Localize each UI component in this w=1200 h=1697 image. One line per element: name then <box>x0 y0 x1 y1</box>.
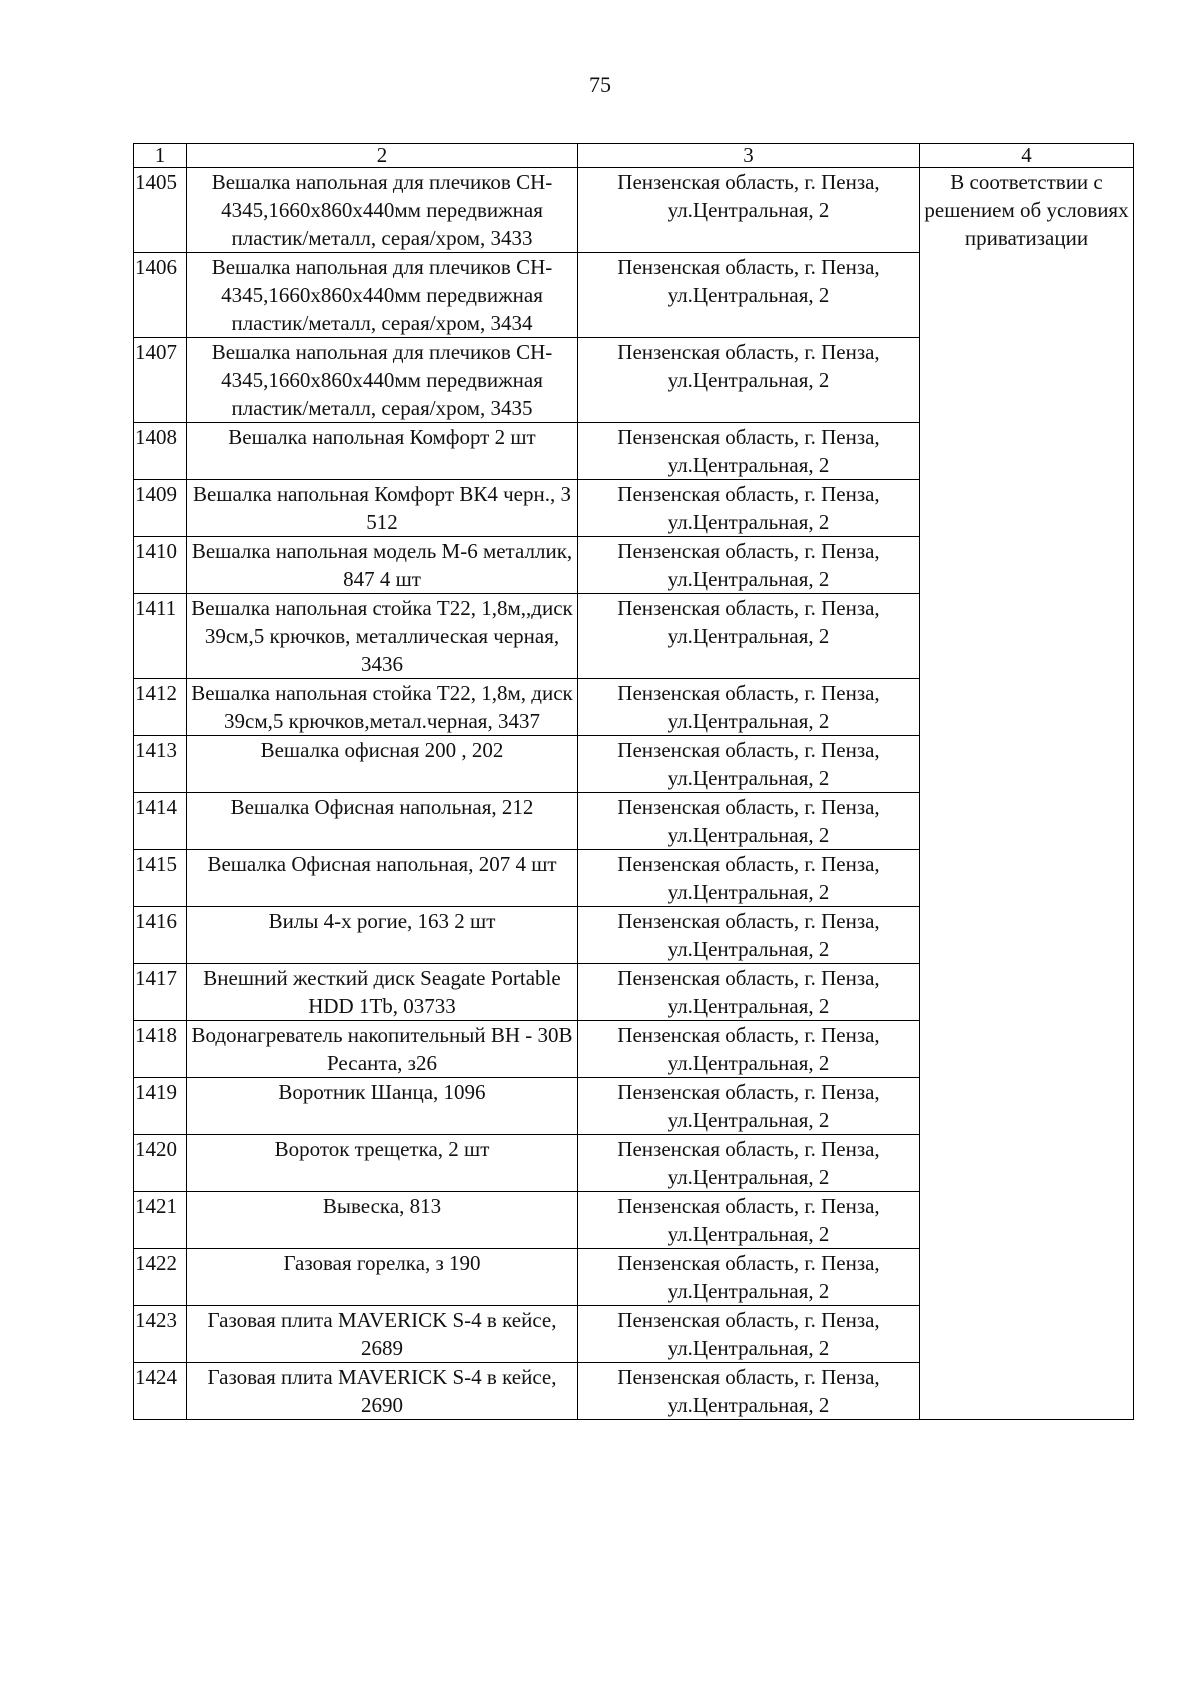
item-name: Воротник Шанца, 1096 <box>187 1078 578 1135</box>
row-number: 1414 <box>134 793 187 850</box>
row-number: 1417 <box>134 964 187 1021</box>
item-location: Пензенская область, г. Пенза, ул.Центральная, 2 <box>578 793 920 850</box>
row-number: 1423 <box>134 1306 187 1363</box>
header-cell-1: 1 <box>134 144 187 168</box>
row-number: 1415 <box>134 850 187 907</box>
item-name: Вешалка напольная стойка Т22, 1,8м, диск 39см,5 крючков,метал.черная, 3437 <box>187 679 578 736</box>
header-cell-3: 3 <box>578 144 920 168</box>
table-body <box>134 144 1134 1420</box>
item-location: Пензенская область, г. Пенза, ул.Центральная, 2 <box>578 907 920 964</box>
item-location: Пензенская область, г. Пенза, ул.Центральная, 2 <box>578 338 920 423</box>
row-number: 1411 <box>134 594 187 679</box>
item-name: Вороток трещетка, 2 шт <box>187 1135 578 1192</box>
item-location: Пензенская область, г. Пенза, ул.Центральная, 2 <box>578 1192 920 1249</box>
item-name: Вешалка напольная для плечиков CH-4345,1660x860x440мм передвижная пластик/металл, серая/хром, 3435 <box>187 338 578 423</box>
row-number: 1412 <box>134 679 187 736</box>
item-location: Пензенская область, г. Пенза, ул.Центральная, 2 <box>578 537 920 594</box>
item-location: Пензенская область, г. Пенза, ул.Центральная, 2 <box>578 1078 920 1135</box>
row-number: 1420 <box>134 1135 187 1192</box>
item-location: Пензенская область, г. Пенза, ул.Центральная, 2 <box>578 736 920 793</box>
row-number: 1419 <box>134 1078 187 1135</box>
row-number: 1413 <box>134 736 187 793</box>
item-name: Вешалка напольная для плечиков CH-4345,1660x860x440мм передвижная пластик/металл, серая/хром, 3433 <box>187 168 578 253</box>
row-number: 1416 <box>134 907 187 964</box>
privatization-condition: В соответствии с решением об условиях приватизации <box>920 168 1134 1420</box>
header-cell-4: 4 <box>920 144 1134 168</box>
row-number: 1409 <box>134 480 187 537</box>
item-name: Вешалка напольная Комфорт 2 шт <box>187 423 578 480</box>
item-location: Пензенская область, г. Пенза, ул.Центральная, 2 <box>578 1363 920 1420</box>
row-number: 1410 <box>134 537 187 594</box>
item-name: Внешний жесткий диск Seagate Portable HDD 1Tb, 03733 <box>187 964 578 1021</box>
row-number: 1418 <box>134 1021 187 1078</box>
row-number: 1422 <box>134 1249 187 1306</box>
item-location: Пензенская область, г. Пенза, ул.Центральная, 2 <box>578 850 920 907</box>
item-location: Пензенская область, г. Пенза, ул.Центральная, 2 <box>578 480 920 537</box>
item-name: Водонагреватель накопительный ВН - 30В Ресанта, з26 <box>187 1021 578 1078</box>
item-location: Пензенская область, г. Пенза, ул.Центральная, 2 <box>578 1306 920 1363</box>
item-location: Пензенская область, г. Пенза, ул.Центральная, 2 <box>578 1021 920 1078</box>
item-name: Вешалка напольная модель М-6 металлик, 847 4 шт <box>187 537 578 594</box>
item-name: Вилы 4-х рогие, 163 2 шт <box>187 907 578 964</box>
table-row <box>134 168 1134 253</box>
item-location: Пензенская область, г. Пенза, ул.Центральная, 2 <box>578 1135 920 1192</box>
item-location: Пензенская область, г. Пенза, ул.Центральная, 2 <box>578 1249 920 1306</box>
item-name: Вывеска, 813 <box>187 1192 578 1249</box>
row-number: 1407 <box>134 338 187 423</box>
item-name: Вешалка Офисная напольная, 212 <box>187 793 578 850</box>
item-name: Вешалка офисная 200 , 202 <box>187 736 578 793</box>
property-table <box>133 143 1134 1420</box>
item-location: Пензенская область, г. Пенза, ул.Центральная, 2 <box>578 168 920 253</box>
item-name: Вешалка напольная для плечиков CH-4345,1660x860x440мм передвижная пластик/металл, серая/хром, 3434 <box>187 253 578 338</box>
item-location: Пензенская область, г. Пенза, ул.Центральная, 2 <box>578 253 920 338</box>
row-number: 1406 <box>134 253 187 338</box>
item-name: Вешалка напольная стойка Т22, 1,8м,,диск 39см,5 крючков, металлическая черная, 3436 <box>187 594 578 679</box>
item-name: Газовая плита MAVERICK S-4 в кейсе, 2689 <box>187 1306 578 1363</box>
item-location: Пензенская область, г. Пенза, ул.Центральная, 2 <box>578 423 920 480</box>
row-number: 1408 <box>134 423 187 480</box>
item-name: Вешалка Офисная напольная, 207 4 шт <box>187 850 578 907</box>
item-location: Пензенская область, г. Пенза, ул.Центральная, 2 <box>578 679 920 736</box>
header-row <box>134 144 1134 168</box>
item-name: Газовая горелка, з 190 <box>187 1249 578 1306</box>
item-location: Пензенская область, г. Пенза, ул.Центральная, 2 <box>578 594 920 679</box>
item-name: Газовая плита MAVERICK S-4 в кейсе, 2690 <box>187 1363 578 1420</box>
row-number: 1421 <box>134 1192 187 1249</box>
item-location: Пензенская область, г. Пенза, ул.Центральная, 2 <box>578 964 920 1021</box>
row-number: 1424 <box>134 1363 187 1420</box>
item-name: Вешалка напольная Комфорт ВК4 черн., З 512 <box>187 480 578 537</box>
header-cell-2: 2 <box>187 144 578 168</box>
row-number: 1405 <box>134 168 187 253</box>
page-number: 75 <box>589 72 611 97</box>
